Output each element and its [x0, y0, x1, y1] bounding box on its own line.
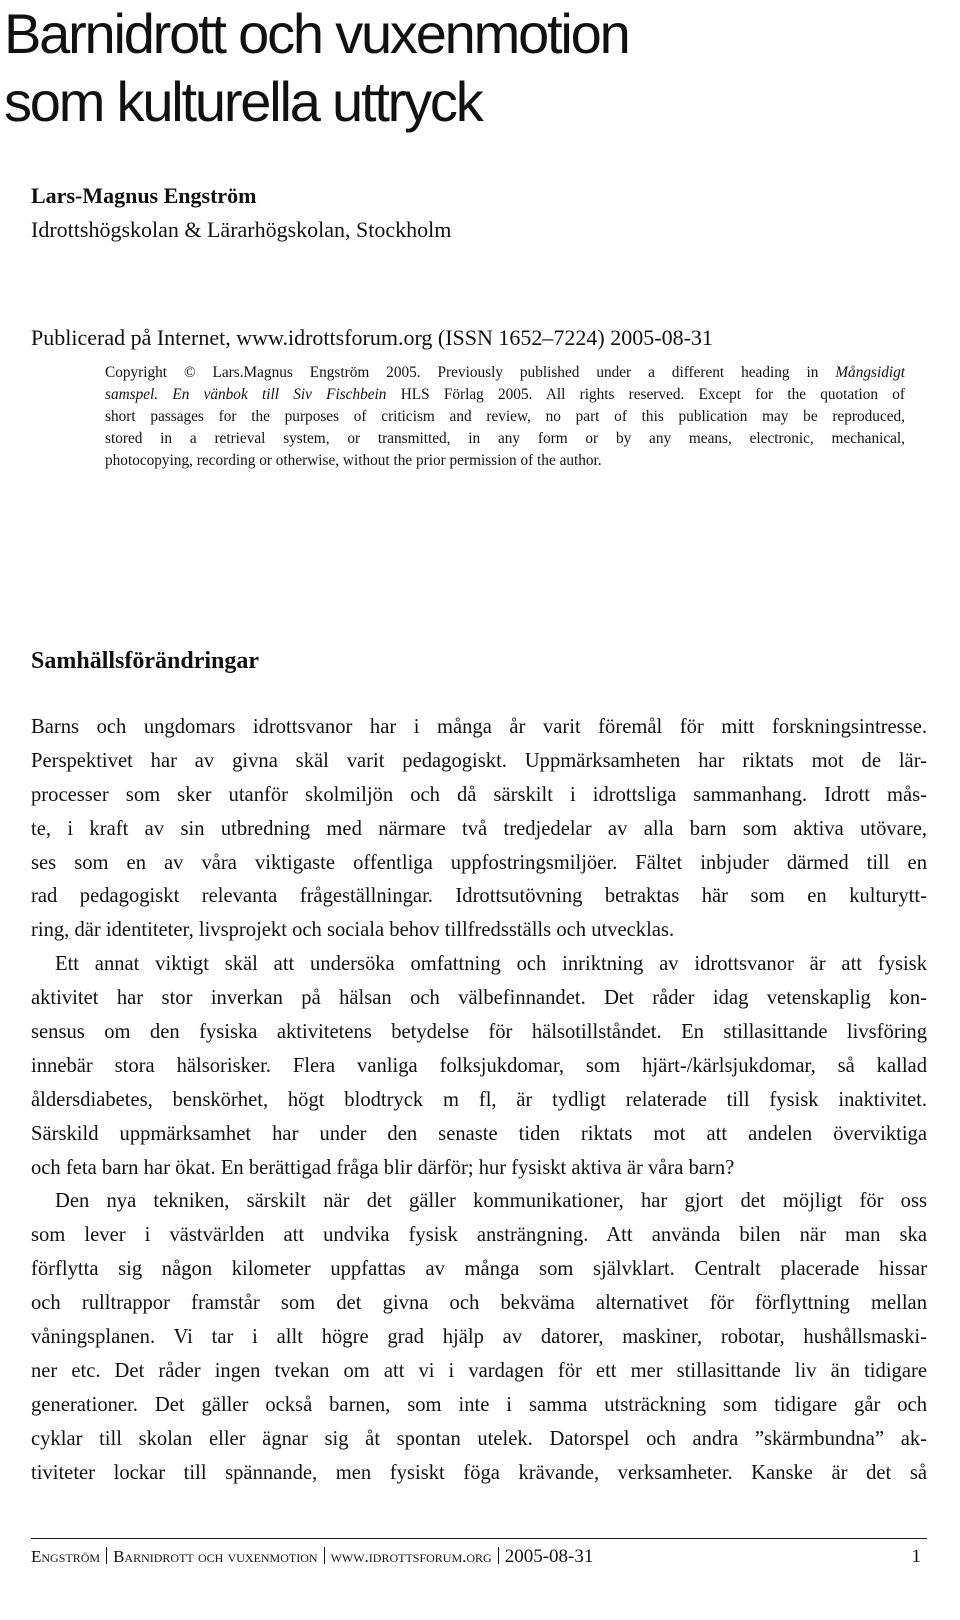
footer-date: 2005-08-31 [504, 1546, 594, 1567]
body-line: förflytta sig någon kilometer uppfattas av många som självklart. Centralt placerade hissar [31, 1258, 927, 1281]
page-footer [31, 1544, 927, 1570]
copyright-line-4: stored in a retrieval system, or transmitted, in any form or by any means, electronic, mechanical, [105, 430, 905, 447]
body-line: sensus om den fysiska aktivitetens betydelse för hälsotillståndet. En stillasittande livsföring [31, 1021, 927, 1044]
body-line: generationer. Det gäller också barnen, som inte i samma utsträckning som tidigare går och [31, 1393, 927, 1416]
copyright-book-title-part-1: Mångsidigt [835, 364, 905, 381]
body-line: och feta barn har ökat. En berättigad fråga blir därför; hur fysiskt aktiva är våra barn? [31, 1156, 735, 1179]
copyright-line-1 [105, 362, 905, 384]
body-line: och rulltrappor framstår som det givna och bekväma alternativet för förflyttning mellan [31, 1292, 927, 1315]
body-line: cyklar till skolan eller ägnar sig åt spontan utelek. Datorspel och andra ”skärmbundna” ak- [31, 1427, 927, 1450]
section-heading: Samhällsförändringar [31, 648, 260, 674]
document-title [4, 0, 944, 136]
body-line: Perspektivet har av givna skäl varit pedagogiskt. Uppmärksamheten har riktats mot de lär- [31, 749, 927, 772]
copyright-line-5: photocopying, recording or otherwise, without the prior permission of the author. [105, 452, 602, 469]
body-line: ring, där identiteter, livsprojekt och sociala behov tillfredsställs och utvecklas. [31, 919, 675, 942]
footer-site: www.idrottsforum.org [330, 1547, 492, 1566]
author-affiliation: Idrottshögskolan & Lärarhögskolan, Stockholm [31, 217, 452, 242]
author-name: Lars-Magnus Engström [31, 183, 257, 208]
copyright-line-3: short passages for the purposes of criticism and review, no part of this publication may be reproduced, [105, 408, 905, 425]
body-line: processer som sker utanför skolmiljön och då särskilt i idrottsliga sammanhang. Idrott mås- [31, 783, 927, 806]
body-line: ner etc. Det råder ingen tvekan om att vi i vardagen för ett mer stillasittande liv än tidigare [31, 1359, 927, 1382]
body-line: Barns och ungdomars idrottsvanor har i många år varit föremål för mitt forskningsintresse. [31, 716, 927, 738]
body-line: innebär stora hälsorisker. Flera vanliga folksjukdomar, som hjärt-/kärlsjukdomar, så kallad [31, 1054, 927, 1077]
footer-rule [31, 1538, 927, 1539]
body-line: te, i kraft av sin utbredning med närmare två tredjedelar av alla barn som aktiva utövare, [31, 817, 927, 840]
body-line: Särskild uppmärksamhet har under den senaste tiden riktats mot att andelen överviktiga [31, 1122, 927, 1145]
copyright-line-2-text: HLS Förlag 2005. All rights reserved. Except for the quotation of [386, 386, 905, 403]
footer-separator [324, 1547, 325, 1564]
body-line: aktivitet har stor inverkan på hälsan och välbefinnandet. Det råder idag vetenskaplig kon- [31, 987, 927, 1010]
footer-separator [498, 1547, 499, 1564]
body-line: som lever i västvärlden att undvika fysisk ansträngning. Att använda bilen när man ska [31, 1224, 927, 1247]
body-line: Den nya tekniken, särskilt när det gäller kommunikationer, har gjort det möjligt för oss [55, 1190, 927, 1213]
body-line: Ett annat viktigt skäl att undersöka omfattning och inriktning av idrottsvanor är att fysisk [55, 953, 927, 976]
copyright-line-2 [105, 384, 905, 406]
page-number: 1 [911, 1546, 921, 1567]
body-line: våningsplanen. Vi tar i allt högre grad hjälp av datorer, maskiner, robotar, hushållsmaski- [31, 1326, 927, 1349]
body-line: åldersdiabetes, benskörhet, högt blodtryck m fl, är tydligt relaterade till fysisk inaktivitet. [31, 1088, 927, 1111]
footer-title: Barnidrott och vuxenmotion [113, 1547, 318, 1566]
title-line-1: Barnidrott och vuxenmotion [4, 2, 629, 65]
body-line: rad pedagogiskt relevanta frågeställningar. Idrottsutövning betraktas här som en kulturytt- [31, 885, 927, 908]
copyright-notice [105, 362, 905, 472]
footer-separator [106, 1547, 107, 1564]
title-line-2: som kulturella uttryck [4, 70, 482, 133]
body-line: ses som en av våra viktigaste offentliga uppfostringsmiljöer. Fältet inbjuder därmed till en [31, 851, 927, 874]
body-text [31, 711, 927, 1490]
publication-info: Publicerad på Internet, www.idrottsforum.org (ISSN 1652–7224) 2005-08-31 [31, 325, 713, 350]
copyright-book-title-part-2: samspel. En vänbok till Siv Fischbein [105, 386, 387, 403]
footer-author: Engström [31, 1547, 101, 1566]
body-line: tiviteter lockar till spännande, men fysiskt föga krävande, verksamheter. Kanske är det så [31, 1461, 927, 1484]
copyright-line-1-text: Copyright © Lars.Magnus Engström 2005. Previously published under a different heading in [105, 364, 836, 381]
